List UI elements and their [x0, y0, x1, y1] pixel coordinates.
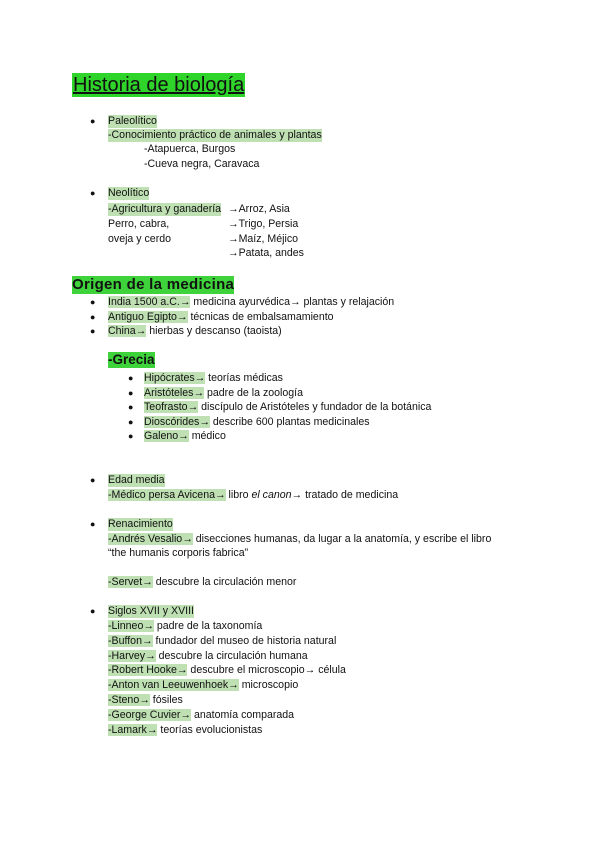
text: discípulo de Aristóteles y fundador de la botánica: [198, 401, 432, 414]
origen-item: [108, 296, 394, 309]
section-paleolitico-label: Paleolítico: [108, 115, 157, 127]
edad-media-line: [108, 489, 398, 502]
neolitico-crop: →Maíz, Méjico: [228, 233, 299, 245]
paleolitico-line: -Cueva negra, Caravaca: [144, 158, 260, 170]
highlight-term: China→: [108, 325, 147, 337]
siglos-item: [108, 664, 346, 677]
text: descubre el microscopio→ célula: [187, 664, 346, 677]
origen-item: [108, 311, 334, 324]
highlight-term: Aristóteles→: [144, 386, 205, 399]
renacimiento-line: “the humanis corporis fabrica”: [108, 547, 249, 559]
renacimiento-line: [108, 533, 491, 546]
text: disecciones humanas, da lugar a la anatomía, y escribe el libro: [192, 533, 492, 545]
highlight-term: Galeno→: [144, 430, 189, 443]
neolitico-line: Perro, cabra,: [108, 218, 170, 230]
highlight-term: Dioscórides→: [144, 415, 210, 428]
siglos-item: [108, 650, 308, 663]
highlight-term: Teofrasto→: [144, 401, 199, 414]
text: hierbas y descanso (taoista): [146, 325, 282, 337]
bullet-dot: ●: [128, 387, 134, 398]
bullet-dot: ●: [90, 519, 96, 529]
paleolitico-line: -Atapuerca, Burgos: [144, 143, 236, 155]
highlight-term: -Servet→: [108, 576, 153, 588]
siglos-item: [108, 635, 336, 648]
text: describe 600 plantas medicinales: [209, 415, 370, 428]
highlight-term: -Buffon→: [108, 634, 153, 647]
section-heading-origen: Origen de la medicina: [72, 276, 235, 293]
bullet-dot: ●: [90, 311, 96, 322]
section-edad-media-label: Edad media: [108, 474, 165, 486]
section-renacimiento-label: Renacimiento: [108, 518, 173, 530]
grecia-item: [144, 387, 303, 400]
bullet-dot: ●: [90, 297, 96, 307]
text: libro: [225, 489, 252, 501]
text: teorías evolucionistas: [157, 723, 263, 736]
bullet-dot: ●: [90, 606, 96, 616]
bullet-dot: ●: [128, 402, 134, 413]
grecia-item: [144, 401, 431, 414]
highlight-term: -Harvey→: [108, 649, 156, 662]
grecia-item: [144, 430, 226, 443]
neolitico-line: -Agricultura y ganadería: [108, 203, 222, 215]
text: medicina ayurvédica→ plantas y relajación: [190, 296, 395, 308]
text: teorías médicas: [205, 372, 283, 384]
highlight-term: -Linneo→: [108, 620, 154, 632]
neolitico-crop: →Patata, andes: [228, 247, 304, 259]
page-title: Historia de biología: [73, 74, 245, 96]
section-siglos-label: Siglos XVII y XVIII: [108, 605, 194, 617]
text: descubre la circulación humana: [155, 649, 308, 662]
highlight-term: -Médico persa Avicena→: [108, 489, 226, 501]
neolitico-crop: →Arroz, Asia: [228, 203, 290, 215]
highlight-term: India 1500 a.C.→: [108, 296, 191, 308]
section-heading-grecia: -Grecia: [108, 352, 155, 367]
text: padre de la taxonomía: [153, 620, 263, 632]
text: técnicas de embalsamamiento: [187, 310, 334, 323]
highlight-term: -Robert Hooke→: [108, 664, 188, 677]
bullet-dot: ●: [128, 373, 134, 383]
text: fundador del museo de historia natural: [152, 634, 337, 647]
bullet-dot: ●: [90, 475, 96, 485]
highlight-term: -Lamark→: [108, 723, 158, 736]
paleolitico-line: -Conocimiento práctico de animales y plantas: [108, 129, 322, 141]
siglos-item: [108, 694, 183, 707]
text: descubre la circulación menor: [152, 576, 297, 588]
bullet-dot: ●: [128, 416, 134, 427]
origen-item: [108, 325, 282, 338]
siglos-item: [108, 709, 294, 722]
siglos-item: [108, 620, 262, 633]
neolitico-line: oveja y cerdo: [108, 233, 172, 245]
text: fósiles: [149, 694, 183, 706]
siglos-item: [108, 679, 298, 692]
grecia-item: [144, 416, 370, 429]
highlight-term: -Andrés Vesalio→: [108, 533, 193, 545]
highlight-term: Hipócrates→: [144, 372, 206, 384]
text: → tratado de medicina: [291, 489, 399, 501]
book-title: el canon: [251, 489, 292, 501]
text: médico: [188, 430, 226, 443]
neolitico-crop: →Trigo, Persia: [228, 218, 299, 230]
text: microscopio: [238, 679, 299, 692]
highlight-term: -Anton van Leeuwenhoek→: [108, 679, 239, 692]
bullet-dot: ●: [90, 188, 96, 198]
bullet-dot: ●: [90, 326, 96, 336]
highlight-term: -George Cuvier→: [108, 708, 192, 721]
grecia-item: [144, 372, 283, 385]
bullet-dot: ●: [128, 431, 134, 442]
text: anatomía comparada: [191, 708, 295, 721]
highlight-term: Antiguo Egipto→: [108, 310, 188, 323]
text: padre de la zoología: [204, 386, 304, 399]
highlight-term: -Steno→: [108, 694, 150, 706]
section-neolitico-label: Neolítico: [108, 187, 150, 199]
bullet-dot: ●: [90, 116, 96, 126]
siglos-item: [108, 724, 262, 737]
renacimiento-line: [108, 576, 296, 589]
